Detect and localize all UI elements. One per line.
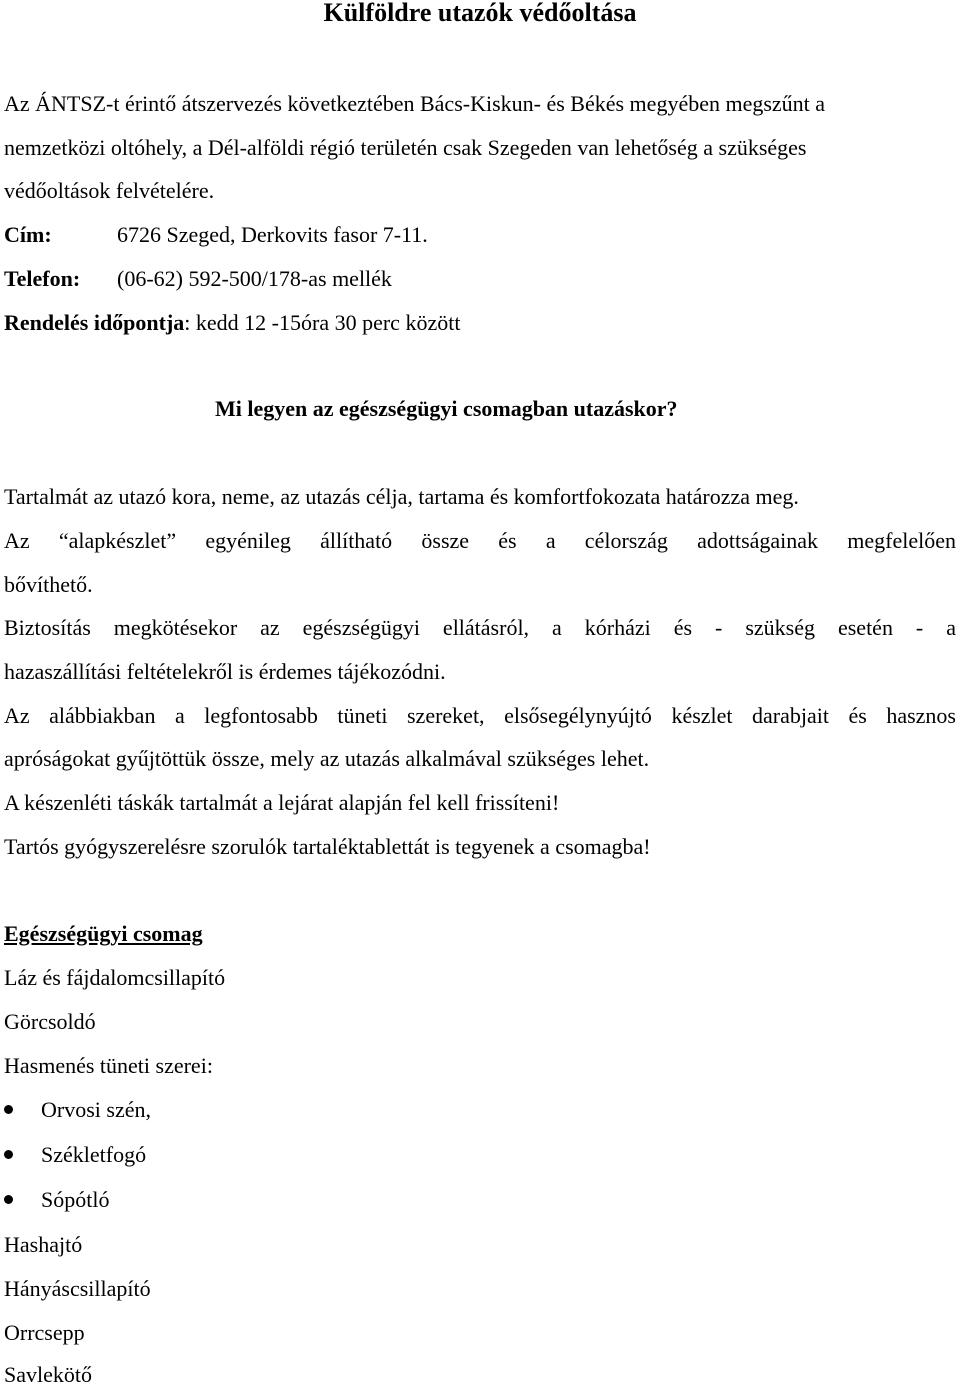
package-item-antiemetic: Hányáscsillapító xyxy=(4,1276,151,1301)
intro-line-3: védőoltások felvételére. xyxy=(4,178,215,203)
paragraph-2-line-2: bővíthető. xyxy=(4,572,93,597)
paragraph-5: A készenléti táskák tartalmát a lejárat alapján fel kell frissíteni! xyxy=(4,790,560,815)
paragraph-6: Tartós gyógyszerelésre szorulók tartaléktablettát is tegyenek a csomagba! xyxy=(4,834,651,859)
hours-value: : kedd 12 -15óra 30 perc között xyxy=(184,310,461,335)
hours-label: Rendelés időpontja xyxy=(4,310,185,335)
bullet-label: Sópótló xyxy=(41,1187,110,1212)
address-row xyxy=(4,222,428,248)
section-subtitle: Mi legyen az egészségügyi csomagban utazáskor? xyxy=(215,396,678,421)
paragraph-3-line-2: hazaszállítási feltételekről is érdemes tájékozódni. xyxy=(4,659,446,684)
bullet-icon xyxy=(4,1105,13,1114)
package-heading: Egészségügyi csomag xyxy=(4,921,203,946)
paragraph-3-line-1: Biztosítás megkötésekor az egészségügyi ellátásról, a kórházi és - szükség esetén - a xyxy=(4,615,956,640)
bullet-icon xyxy=(4,1195,13,1204)
package-item-antispasmodic: Görcsoldó xyxy=(4,1009,96,1034)
address-label: Cím: xyxy=(4,222,52,247)
bullet-label: Orvosi szén, xyxy=(41,1097,151,1122)
bullet-icon xyxy=(4,1150,13,1159)
phone-value: (06-62) 592-500/178-as mellék xyxy=(117,266,392,291)
phone-label: Telefon: xyxy=(4,266,81,291)
package-item-diarrhea: Hasmenés tüneti szerei: xyxy=(4,1053,213,1078)
intro-line-1: Az ÁNTSZ-t érintő átszervezés következtében Bács-Kiskun- és Békés megyében megszűnt a xyxy=(4,91,826,116)
package-item-fever: Láz és fájdalomcsillapító xyxy=(4,965,226,990)
paragraph-4-line-2: apróságokat gyűjtöttük össze, mely az utazás alkalmával szükséges lehet. xyxy=(4,746,650,771)
package-item-laxative: Hashajtó xyxy=(4,1232,83,1257)
paragraph-1: Tartalmát az utazó kora, neme, az utazás célja, tartama és komfortfokozata határozza meg. xyxy=(4,484,799,509)
document-title: Külföldre utazók védőoltása xyxy=(323,0,637,27)
paragraph-2-line-1: Az “alapkészlet” egyénileg állítható össze és a célország adottságainak megfelelően xyxy=(4,528,956,553)
hours-row xyxy=(4,310,460,336)
package-item-nasal-drops: Orrcsepp xyxy=(4,1320,85,1345)
bullet-label: Székletfogó xyxy=(41,1142,147,1167)
paragraph-4-line-1: Az alábbiakban a legfontosabb tüneti szereket, elsősegélynyújtó készlet darabjait és hasznos xyxy=(4,703,956,728)
address-value: 6726 Szeged, Derkovits fasor 7-11. xyxy=(117,222,428,247)
package-item-antacid: Savlekötő xyxy=(4,1362,92,1387)
phone-row xyxy=(4,266,392,292)
intro-line-2: nemzetközi oltóhely, a Dél-alföldi régió területén csak Szegeden van lehetőség a szükséges xyxy=(4,135,807,160)
